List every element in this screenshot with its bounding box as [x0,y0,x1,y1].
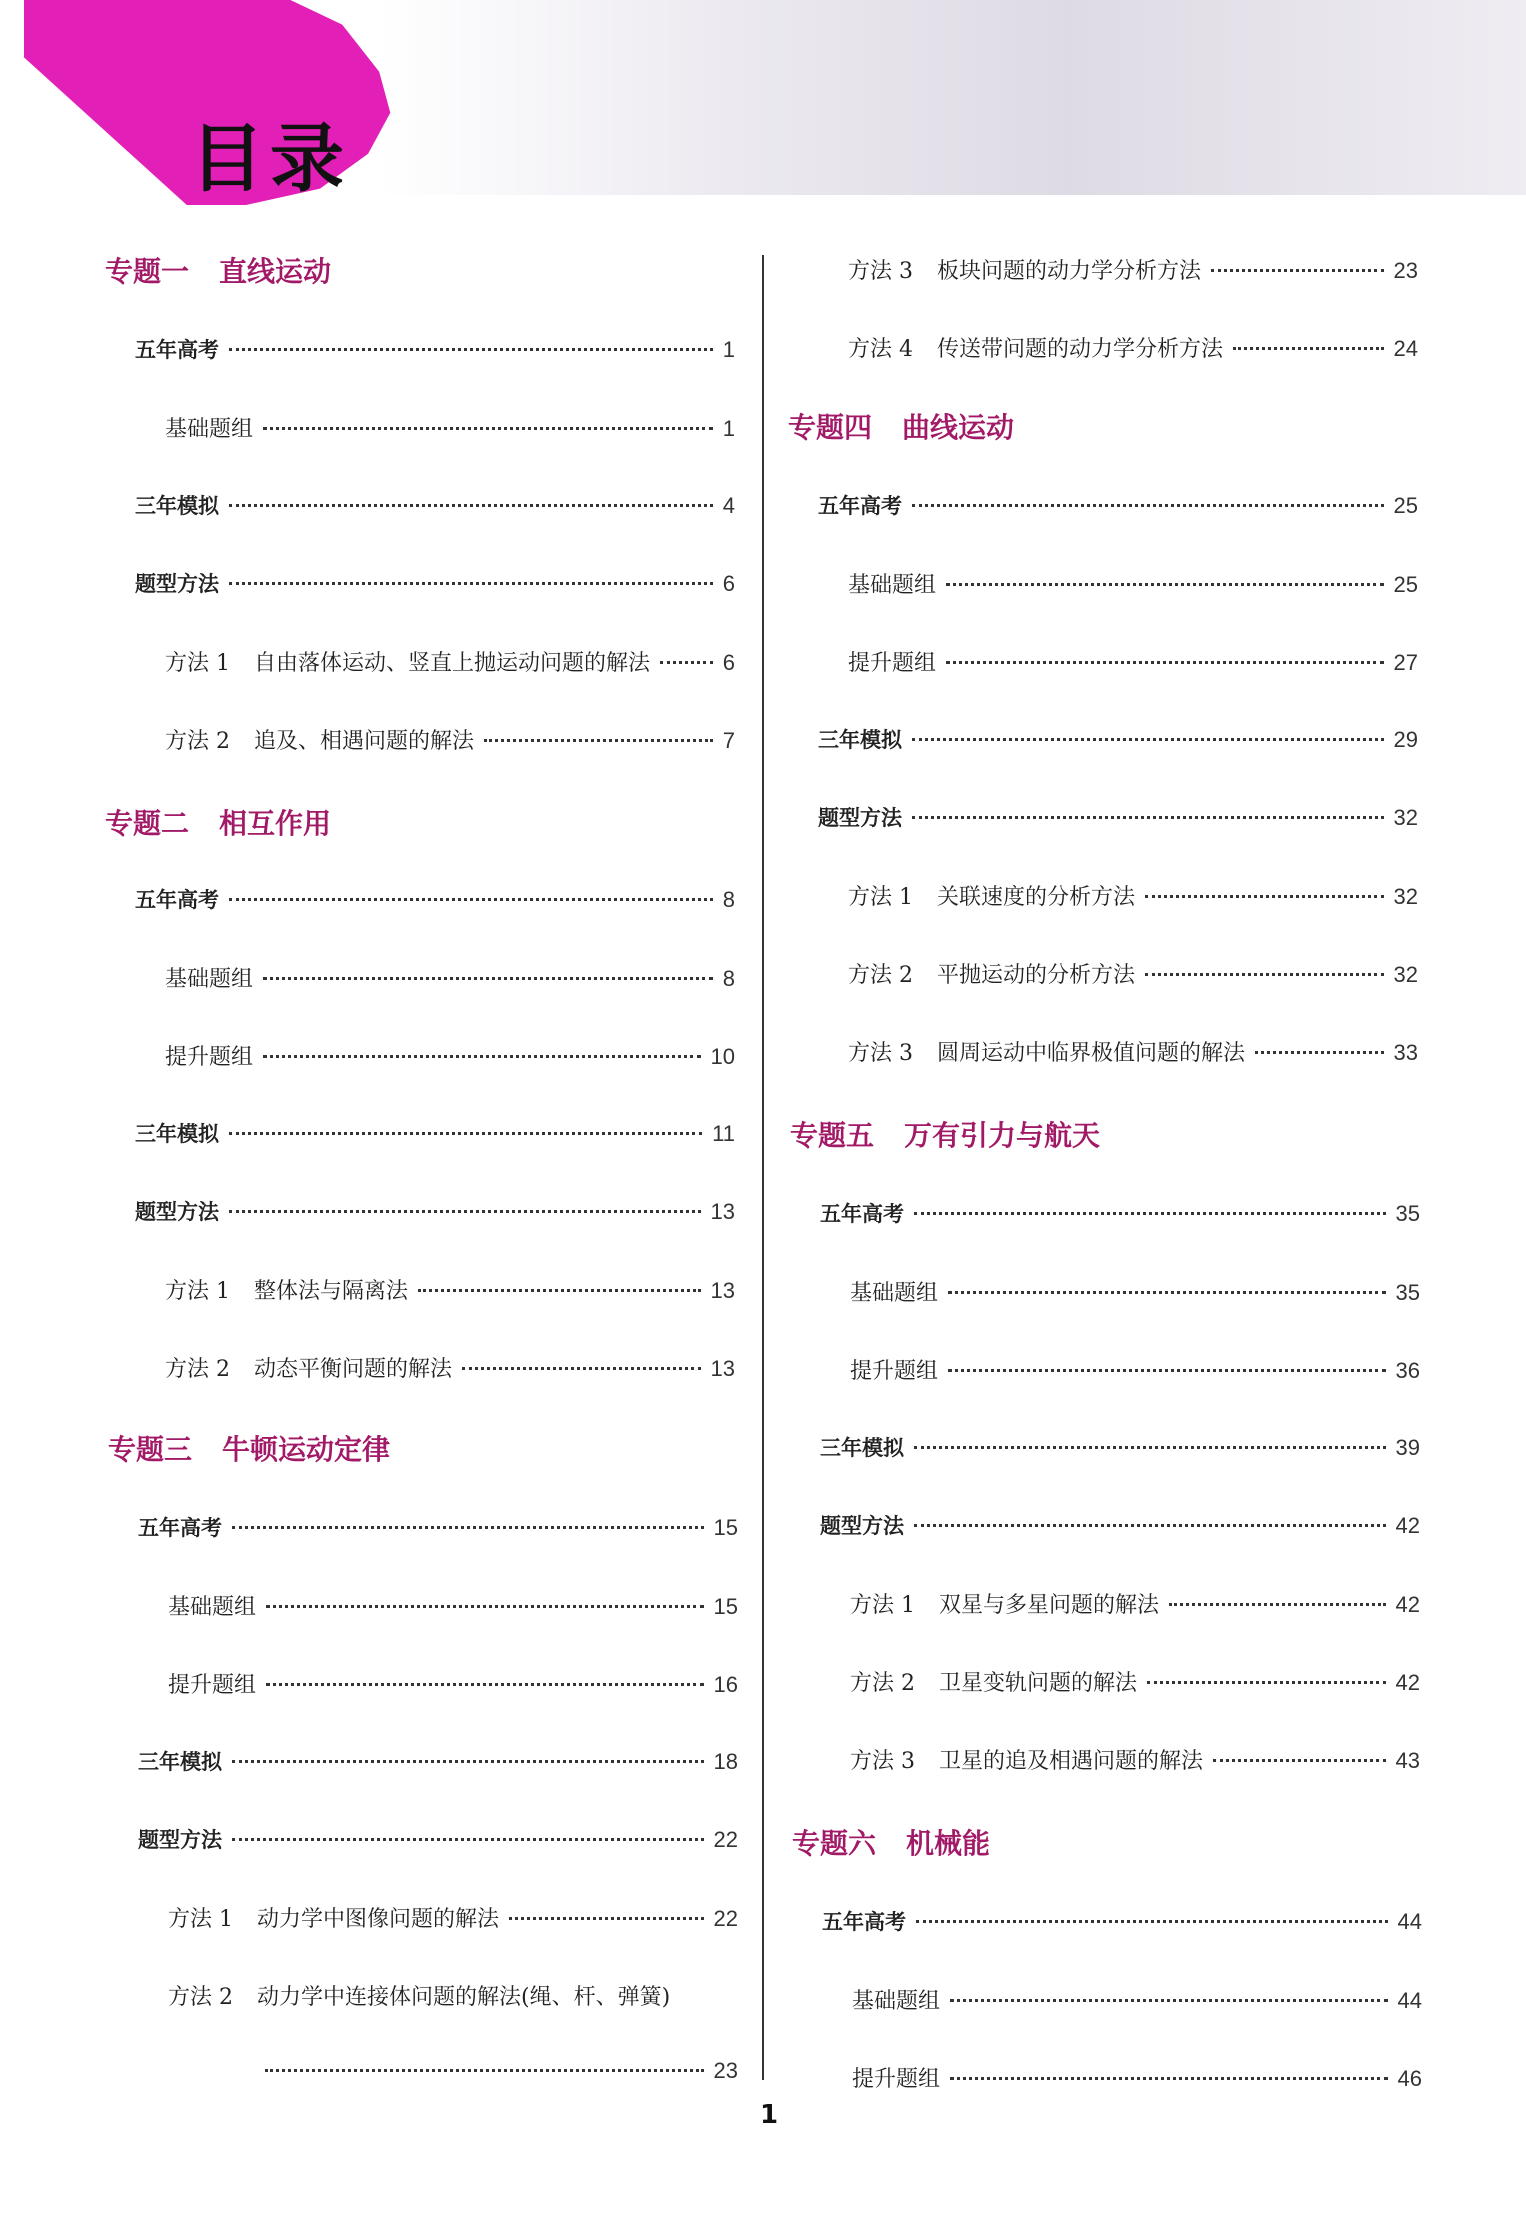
entry-label: 三年模拟 [818,728,902,752]
toc-entry[interactable] [818,802,1418,832]
entry-label: 动力学中连接体问题的解法(绳、杆、弹簧) [257,1985,671,2010]
leader-dots [1145,895,1384,898]
toc-entry[interactable] [848,568,1418,599]
topic-name: 牛顿运动定律 [222,1433,391,1466]
entry-page: 10 [710,1044,735,1069]
entry-page: 46 [1397,2066,1422,2091]
topic-heading-5[interactable] [790,1114,1100,1154]
toc-entry[interactable] [848,646,1418,677]
leader-dots [914,1524,1386,1527]
entry-page: 7 [722,728,735,753]
leader-dots [266,1683,704,1686]
topic-heading-6[interactable] [792,1822,990,1862]
method-tag: 方法 2 [848,963,913,988]
entry-label: 题型方法 [135,572,219,596]
leader-dots [914,1212,1386,1215]
method-tag: 方法 3 [850,1749,915,1774]
leader-dots [1255,1051,1384,1054]
toc-entry[interactable] [850,1666,1420,1697]
entry-label: 基础题组 [848,573,937,598]
leader-dots [946,583,1384,586]
leader-dots [263,427,713,430]
header-background [380,0,1526,195]
entry-page: 23 [713,2058,738,2083]
entry-label: 基础题组 [168,1595,257,1620]
leader-dots [263,977,713,980]
method-tag: 方法 2 [165,729,230,754]
toc-entry[interactable] [138,1512,738,1542]
toc-entry[interactable] [850,1354,1420,1385]
topic-name: 机械能 [906,1827,991,1860]
leader-dots [418,1289,701,1292]
entry-page: 27 [1393,650,1418,675]
entry-page: 18 [713,1749,738,1774]
leader-dots [232,1838,704,1841]
toc-entry[interactable] [818,724,1418,754]
method-tag: 方法 1 [165,1279,230,1304]
entry-page: 32 [1393,962,1418,987]
topic-name: 曲线运动 [902,411,1015,444]
topic-heading-2[interactable] [105,802,331,842]
leader-dots [263,1055,701,1058]
toc-entry[interactable] [848,332,1418,363]
method-tag: 方法 2 [168,1985,233,2010]
entry-label: 三年模拟 [138,1750,222,1774]
method-tag: 方法 3 [848,1041,913,1066]
entry-label: 五年高考 [822,1910,906,1934]
entry-label: 题型方法 [138,1828,222,1852]
leader-dots [509,1917,704,1920]
entry-page: 42 [1395,1670,1420,1695]
leader-dots [950,1999,1388,2002]
entry-page: 1 [722,337,735,362]
toc-entry[interactable] [852,2062,1422,2093]
entry-page: 23 [1393,258,1418,283]
topic-label: 专题三 [108,1433,193,1466]
toc-entry[interactable] [850,1276,1420,1307]
method-tag: 方法 1 [850,1593,915,1618]
entry-label: 卫星的追及相遇问题的解法 [939,1749,1204,1774]
entry-label: 传送带问题的动力学分析方法 [937,337,1224,362]
topic-heading-1[interactable] [105,250,331,290]
leader-dots [950,2077,1388,2080]
entry-label: 三年模拟 [820,1436,904,1460]
column-divider [762,255,764,2080]
page-title: 目录 [190,116,350,202]
entry-label: 提升题组 [165,1045,254,1070]
topic-name: 直线运动 [219,255,332,288]
leader-dots [462,1367,701,1370]
toc-entry[interactable] [168,1902,738,1933]
entry-page: 44 [1397,1909,1422,1934]
leader-dots [232,1760,704,1763]
entry-label: 提升题组 [168,1673,257,1698]
entry-label: 双星与多星问题的解法 [939,1593,1160,1618]
entry-page: 44 [1397,1988,1422,2013]
toc-entry[interactable] [165,1040,735,1071]
toc-entry[interactable] [820,1432,1420,1462]
entry-page: 33 [1393,1040,1418,1065]
entry-page: 13 [710,1356,735,1381]
topic-label: 专题一 [105,255,190,288]
entry-label: 基础题组 [165,417,254,442]
toc-entry[interactable] [852,1984,1422,2015]
toc-entry[interactable] [135,334,735,364]
entry-label: 五年高考 [135,888,219,912]
toc-entry[interactable] [168,1668,738,1699]
entry-page: 36 [1395,1358,1420,1383]
leader-dots [1233,347,1384,350]
entry-label: 圆周运动中临界极值问题的解法 [937,1041,1246,1066]
topic-name: 相互作用 [219,807,332,840]
entry-page: 25 [1393,572,1418,597]
entry-label: 基础题组 [165,967,254,992]
leader-dots [265,2069,704,2072]
toc-entry[interactable] [135,884,735,914]
entry-page: 13 [710,1199,735,1224]
topic-name: 万有引力与航天 [904,1119,1101,1152]
entry-page: 1 [722,416,735,441]
leader-dots [1169,1603,1386,1606]
toc-entry[interactable] [135,1196,735,1226]
entry-page: 22 [713,1906,738,1931]
toc-entry[interactable] [848,1036,1418,1067]
topic-heading-3[interactable] [108,1428,390,1468]
leader-dots [1213,1759,1386,1762]
leader-dots [229,582,713,585]
entry-page: 6 [722,650,735,675]
leader-dots [948,1369,1386,1372]
leader-dots [660,661,713,664]
toc-entry[interactable] [848,958,1418,989]
toc-entry[interactable] [165,412,735,443]
entry-page: 43 [1395,1748,1420,1773]
toc-entry[interactable] [138,1824,738,1854]
leader-dots [948,1291,1386,1294]
entry-page: 4 [722,493,735,518]
method-tag: 方法 4 [848,337,913,362]
entry-page: 29 [1393,727,1418,752]
entry-label: 题型方法 [818,806,902,830]
leader-dots [1211,269,1384,272]
leader-dots [229,348,713,351]
leader-dots [946,661,1384,664]
entry-label: 题型方法 [820,1514,904,1538]
entry-label: 基础题组 [850,1281,939,1306]
toc-entry[interactable] [165,724,735,755]
toc-entry[interactable] [822,1906,1422,1936]
entry-label: 五年高考 [135,338,219,362]
entry-page: 11 [712,1121,735,1146]
entry-label: 题型方法 [135,1200,219,1224]
toc-entry[interactable] [165,962,735,993]
entry-label: 三年模拟 [135,494,219,518]
toc-entry[interactable] [848,880,1418,911]
topic-label: 专题二 [105,807,190,840]
toc-entry[interactable] [818,490,1418,520]
entry-page: 39 [1395,1435,1420,1460]
toc-entry-continuation[interactable] [255,2058,738,2084]
toc-entry[interactable] [135,490,735,520]
entry-page: 35 [1395,1201,1420,1226]
entry-label: 关联速度的分析方法 [937,885,1136,910]
leader-dots [1147,1681,1386,1684]
entry-page: 16 [713,1672,738,1697]
toc-entry[interactable] [165,1352,735,1383]
entry-label: 板块问题的动力学分析方法 [937,259,1202,284]
toc-entry[interactable] [850,1744,1420,1775]
entry-label: 平抛运动的分析方法 [937,963,1136,988]
leader-dots [229,504,713,507]
leader-dots [912,816,1384,819]
entry-page: 25 [1393,493,1418,518]
method-tag: 方法 3 [848,259,913,284]
toc-entry[interactable] [165,646,735,677]
leader-dots [914,1446,1386,1449]
method-tag: 方法 2 [165,1357,230,1382]
toc-entry[interactable] [820,1198,1420,1228]
method-tag: 方法 1 [168,1907,233,1932]
leader-dots [266,1605,704,1608]
toc-entry[interactable] [135,1118,735,1148]
toc-entry-multiline[interactable] [168,1980,738,2011]
entry-page: 32 [1393,884,1418,909]
method-tag: 方法 1 [165,651,230,676]
toc-entry[interactable] [850,1588,1420,1619]
topic-label: 专题五 [790,1119,875,1152]
entry-page: 22 [713,1827,738,1852]
leader-dots [229,1132,702,1135]
entry-page: 13 [710,1278,735,1303]
topic-label: 专题六 [792,1827,877,1860]
leader-dots [229,898,713,901]
page-number: 1 [760,2100,779,2130]
toc-entry[interactable] [135,568,735,598]
leader-dots [484,739,713,742]
entry-label: 卫星变轨问题的解法 [939,1671,1138,1696]
entry-page: 42 [1395,1513,1420,1538]
entry-page: 32 [1393,805,1418,830]
topic-label: 专题四 [788,411,873,444]
entry-label: 五年高考 [820,1202,904,1226]
leader-dots [229,1210,701,1213]
entry-label: 三年模拟 [135,1122,219,1146]
entry-label: 整体法与隔离法 [254,1279,409,1304]
topic-heading-4[interactable] [788,406,1014,446]
leader-dots [916,1920,1388,1923]
toc-entry[interactable] [848,254,1418,285]
toc-entry[interactable] [168,1590,738,1621]
entry-label: 提升题组 [848,651,937,676]
entry-page: 8 [722,887,735,912]
entry-label: 动态平衡问题的解法 [254,1357,453,1382]
leader-dots [912,504,1384,507]
method-tag: 方法 2 [850,1671,915,1696]
entry-page: 8 [722,966,735,991]
entry-page: 15 [713,1515,738,1540]
entry-label: 基础题组 [852,1989,941,2014]
leader-dots [232,1526,704,1529]
entry-label: 自由落体运动、竖直上抛运动问题的解法 [254,651,651,676]
entry-label: 追及、相遇问题的解法 [254,729,475,754]
entry-page: 42 [1395,1592,1420,1617]
leader-dots [912,738,1384,741]
leader-dots [1145,973,1384,976]
entry-label: 动力学中图像问题的解法 [257,1907,500,1932]
toc-entry[interactable] [165,1274,735,1305]
toc-entry[interactable] [138,1746,738,1776]
entry-page: 24 [1393,336,1418,361]
toc-entry[interactable] [820,1510,1420,1540]
entry-label: 五年高考 [818,494,902,518]
entry-page: 6 [722,571,735,596]
entry-page: 35 [1395,1280,1420,1305]
entry-page: 15 [713,1594,738,1619]
entry-label: 五年高考 [138,1516,222,1540]
entry-label: 提升题组 [850,1359,939,1384]
entry-label: 提升题组 [852,2067,941,2092]
method-tag: 方法 1 [848,885,913,910]
